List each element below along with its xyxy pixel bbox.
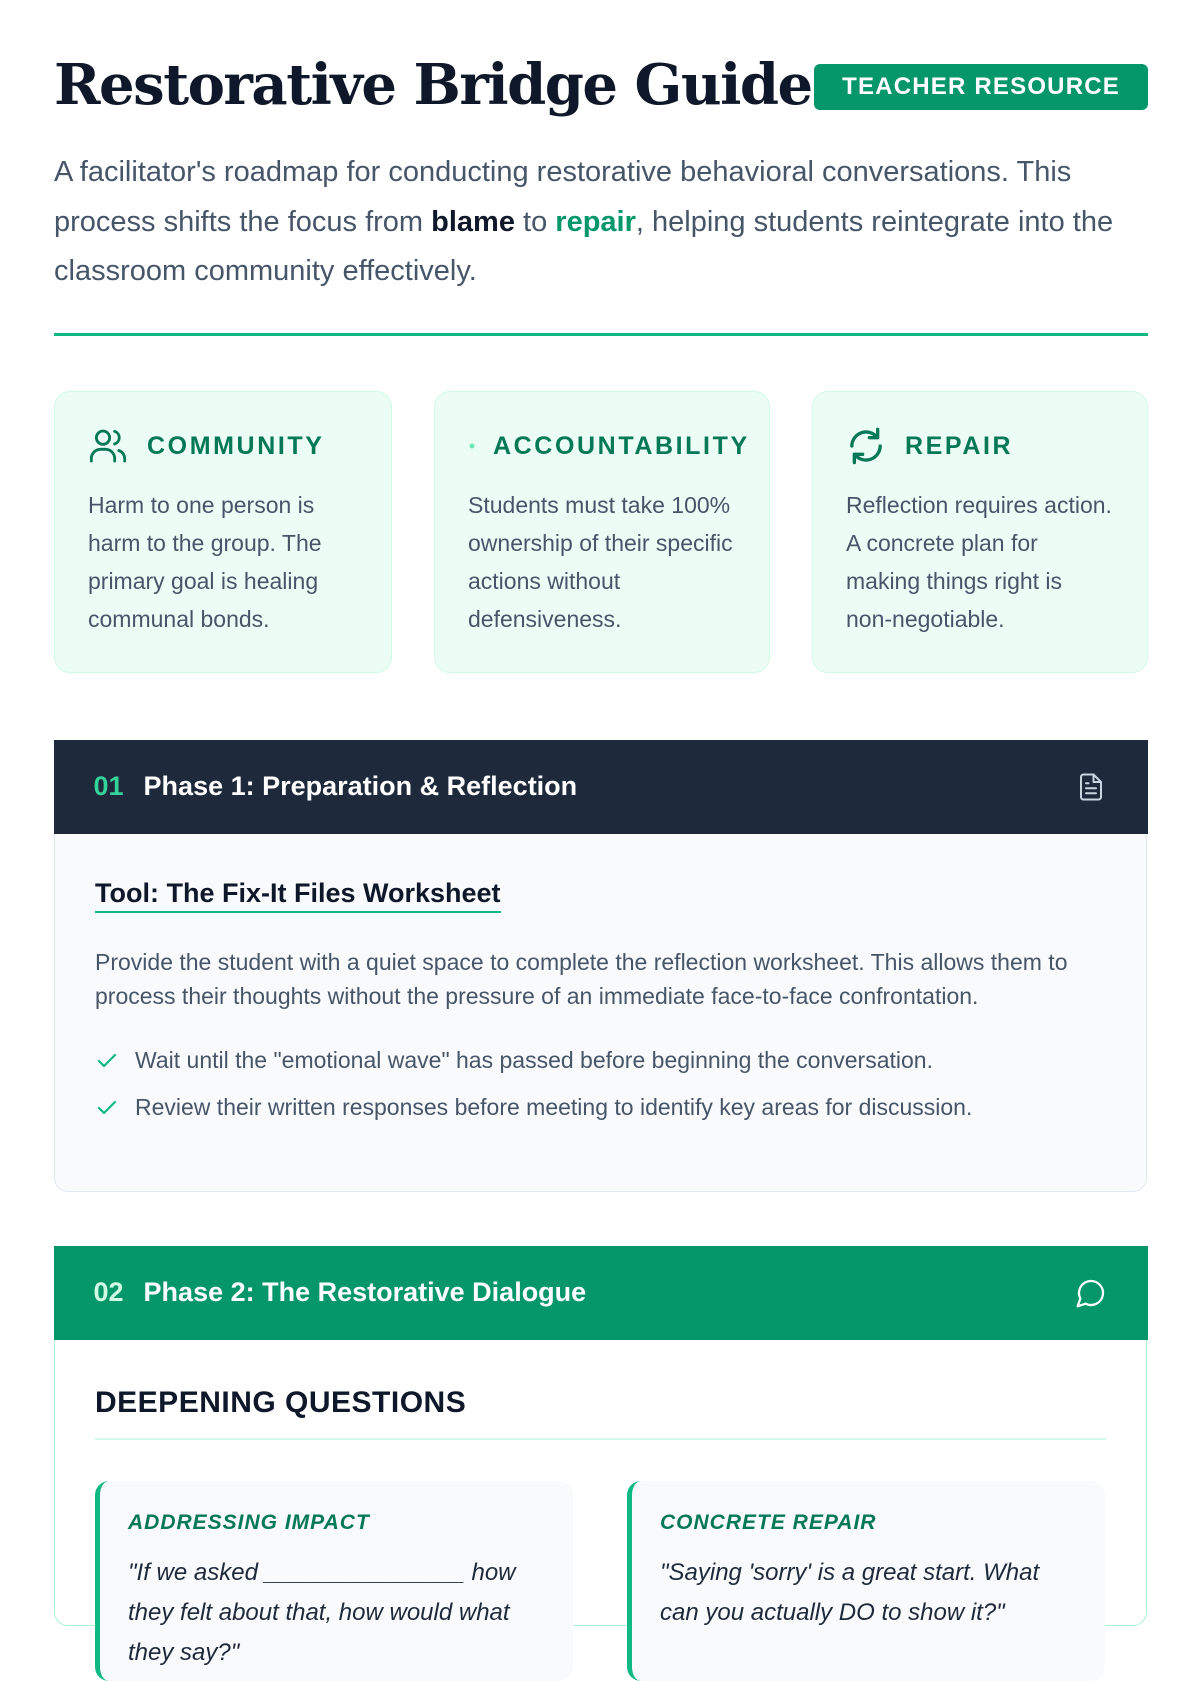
checklist-text: Review their written responses before meeting to identify key areas for discussion.	[135, 1093, 973, 1120]
phase-title: Phase 2: The Restorative Dialogue	[143, 1277, 587, 1307]
phase-2-header	[54, 1246, 1148, 1340]
question-label: ADDRESSING IMPACT	[128, 1511, 370, 1534]
document-icon	[1074, 770, 1108, 804]
tool-title: Tool: The Fix-It Files Worksheet	[95, 878, 501, 913]
phase-number: 01	[93, 771, 124, 801]
card-body: Harm to one person is harm to the group. The primary goal is healing communal bonds.	[88, 492, 322, 632]
intro-text-3: , helping students reintegrate into the classroom community effectively.	[54, 205, 1114, 287]
principle-card-accountability	[434, 391, 770, 673]
refresh-icon	[846, 426, 886, 466]
phase-2-body	[55, 1386, 1146, 1440]
checklist-item	[95, 1084, 1106, 1131]
checklist-item	[95, 1037, 1106, 1084]
card-body: Students must take 100% ownership of their specific actions without defensiveness.	[468, 492, 733, 632]
question-card-repair	[627, 1481, 1105, 1681]
resource-badge: TEACHER RESOURCE	[814, 64, 1148, 110]
check-icon	[95, 1047, 121, 1073]
subheading-divider	[95, 1438, 1106, 1440]
card-header	[468, 426, 750, 466]
intro-keyword-blame: blame	[431, 205, 515, 238]
chat-icon	[1074, 1276, 1108, 1310]
phase-1-section	[54, 740, 1147, 1192]
card-header	[846, 426, 1114, 466]
card-body: Reflection requires action. A concrete plan for making things right is non-negotiable.	[846, 492, 1112, 632]
page-title: Restorative Bridge Guide	[54, 52, 812, 118]
page	[54, 0, 1148, 1666]
card-title: ACCOUNTABILITY	[493, 431, 750, 460]
intro-keyword-repair: repair	[555, 205, 636, 238]
header-divider	[54, 333, 1148, 336]
principle-card-repair	[812, 391, 1148, 673]
question-label: CONCRETE REPAIR	[660, 1511, 877, 1534]
phase-1-body	[55, 834, 1146, 1131]
phase-1-description: Provide the student with a quiet space to complete the reflection worksheet. This allows them to process their thoughts without the pressure of an immediate face-to-face confrontation.	[95, 948, 1068, 1009]
checklist-text: Wait until the "emotional wave" has passed before beginning the conversation.	[135, 1046, 933, 1073]
intro-paragraph	[54, 148, 1148, 297]
phase-number: 02	[93, 1277, 124, 1307]
phase-2-section	[54, 1246, 1147, 1666]
users-icon	[88, 426, 128, 466]
card-header	[88, 426, 358, 466]
intro-text-1: A facilitator's roadmap for conducting restorative behavioral conversations. This process shifts the focus from	[54, 156, 1072, 238]
check-icon	[95, 1094, 121, 1120]
checklist	[95, 1037, 1106, 1131]
card-title: COMMUNITY	[147, 431, 325, 460]
phase-title: Phase 1: Preparation & Reflection	[143, 771, 578, 801]
intro-text-2: to	[514, 205, 556, 238]
dot-icon	[468, 426, 476, 466]
principle-card-community	[54, 391, 392, 673]
phase-1-header	[54, 740, 1148, 834]
question-text: "Saying 'sorry' is a great start. What can you actually DO to show it?"	[660, 1559, 1040, 1626]
question-text: "If we asked _______________ how they felt about that, how would what they say?"	[128, 1559, 516, 1666]
question-card-impact	[95, 1481, 573, 1681]
section-subheading: DEEPENING QUESTIONS	[95, 1385, 467, 1419]
card-title: REPAIR	[905, 431, 1014, 460]
